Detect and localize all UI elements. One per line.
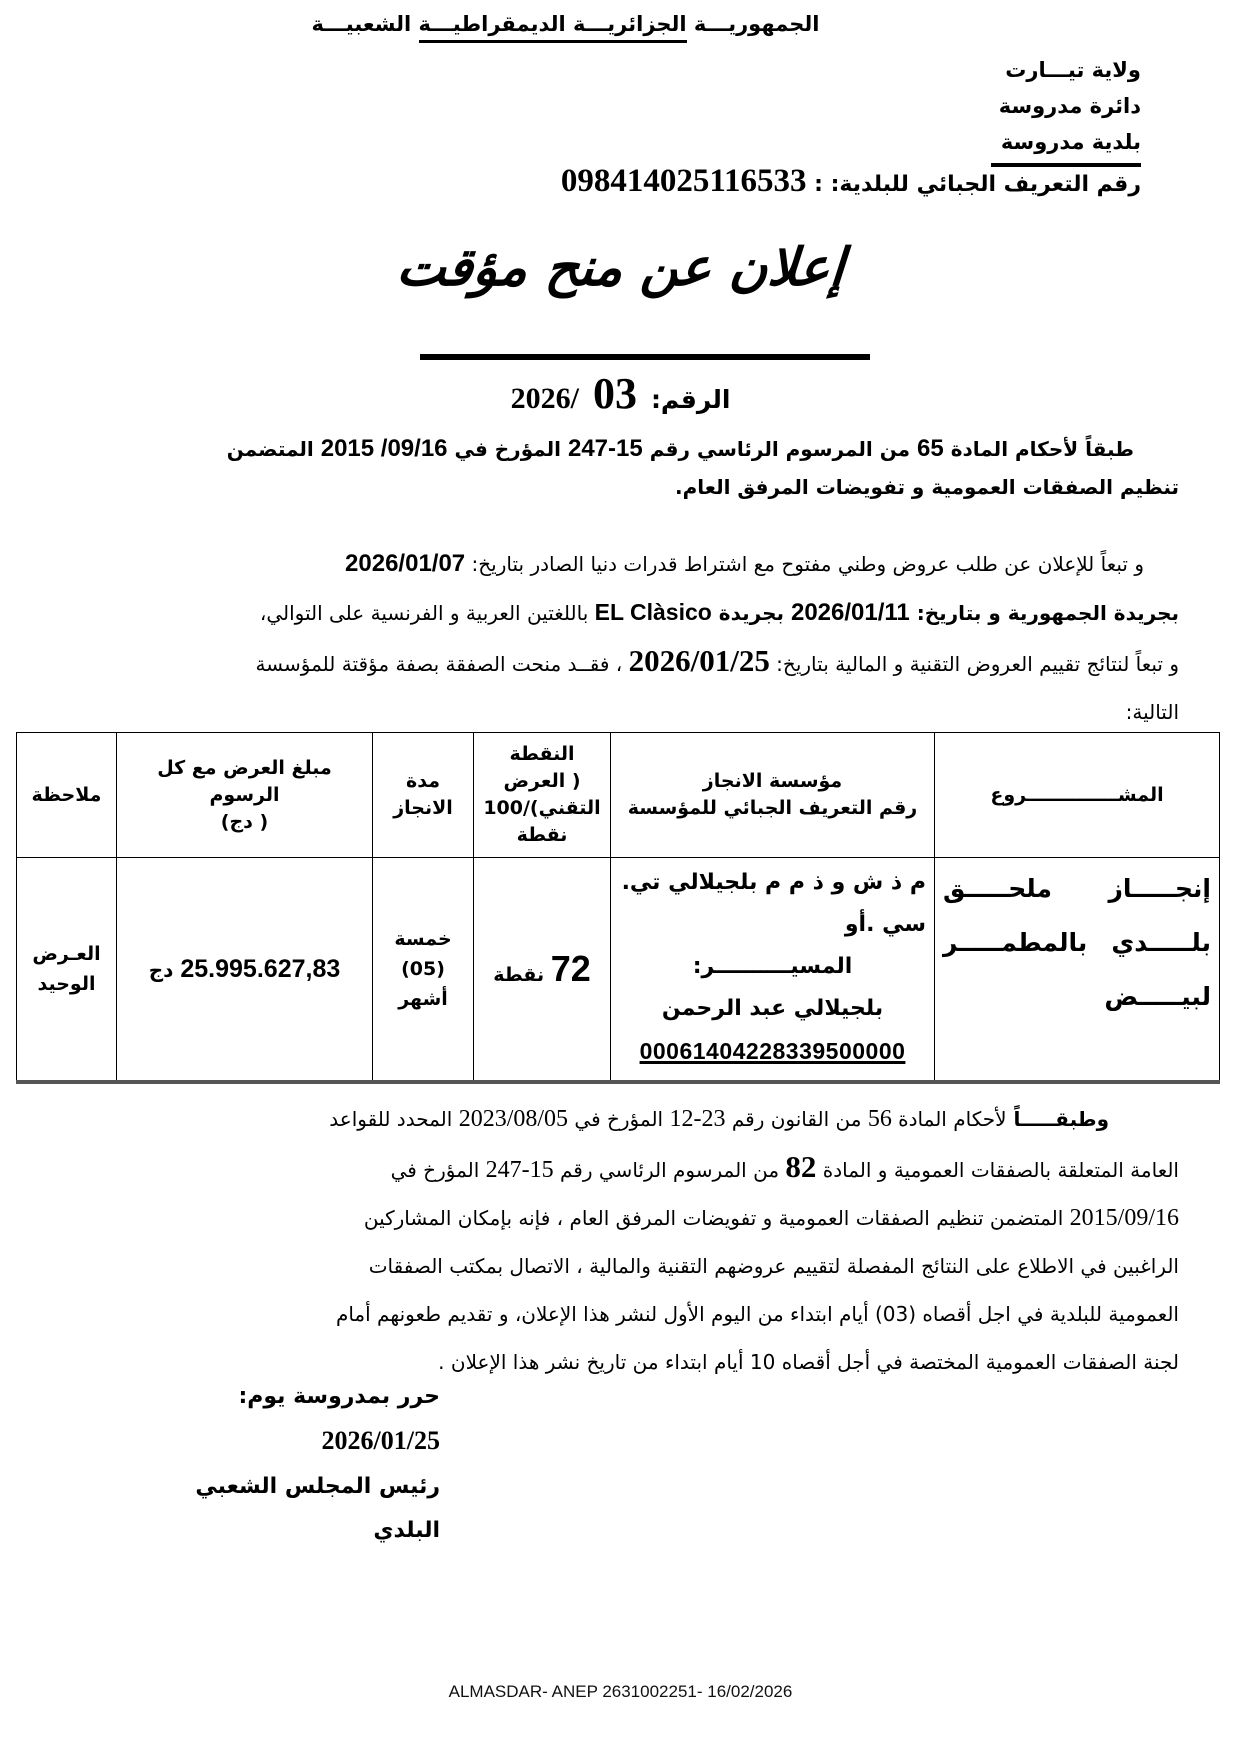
text-line bbox=[70, 1242, 1179, 1290]
text-run: طبقاً لأحكام المادة bbox=[943, 437, 1134, 461]
text-run: لبيـــــض bbox=[1104, 982, 1211, 1011]
text-line bbox=[0, 12, 1131, 36]
cell-score bbox=[474, 858, 611, 1083]
text-run: المؤرخ في bbox=[390, 1158, 486, 1182]
text-run: بجريدة الجمهورية و بتاريخ: bbox=[909, 601, 1179, 625]
text-line bbox=[85, 637, 1179, 688]
text-run: ولاية تيـــارت bbox=[1005, 58, 1141, 82]
text-line bbox=[70, 1290, 1179, 1338]
text-run: 15-247 bbox=[485, 1157, 554, 1183]
text-run: أشهر bbox=[398, 988, 448, 1010]
text-line bbox=[943, 862, 1211, 916]
republic-title bbox=[0, 12, 1131, 36]
text-run: ، فقــد منحت الصفقة بصفة مؤقتة للمؤسسة bbox=[255, 652, 629, 676]
text-line bbox=[85, 540, 1179, 588]
text-line bbox=[619, 768, 926, 795]
text-run: 82 bbox=[785, 1149, 817, 1184]
text-run: 2026/01/07 bbox=[345, 550, 466, 577]
text-line bbox=[619, 1030, 926, 1074]
text-line bbox=[381, 924, 465, 954]
text-run: الجزائريـــة الديمقراطيـــة bbox=[419, 12, 687, 43]
text-line bbox=[70, 1194, 1179, 1242]
col-header-note bbox=[17, 733, 117, 858]
text-run: من المرسوم الرئاسي رقم bbox=[553, 1158, 786, 1182]
text-run: المحدد للقواعد bbox=[329, 1107, 459, 1131]
text-run: 2015/09/16 bbox=[1069, 1205, 1179, 1231]
text-line bbox=[381, 795, 465, 822]
text-run: ملاحظة bbox=[31, 783, 102, 806]
text-run: من المرسوم الرئاسي رقم bbox=[642, 437, 918, 461]
text-line bbox=[125, 809, 364, 836]
award-table bbox=[16, 732, 1220, 1084]
announcement-number bbox=[0, 368, 1241, 419]
col-header-score bbox=[474, 733, 611, 858]
text-run: نقطة bbox=[493, 964, 551, 986]
text-run: الانجاز bbox=[393, 797, 453, 819]
table-header-row bbox=[17, 733, 1220, 858]
text-line bbox=[85, 430, 1179, 468]
text-run: بلجيلالي عبد الرحمن bbox=[661, 996, 884, 1021]
text-run: ( العرض bbox=[503, 770, 581, 792]
cell-project bbox=[935, 858, 1220, 1083]
text-run: EL Clàsico bbox=[594, 599, 712, 625]
wilaya-daira-commune-lines bbox=[991, 52, 1141, 160]
announcement-title: إعلان عن منح مؤقت bbox=[394, 238, 847, 298]
text-run: لأحكام المادة bbox=[891, 1107, 1007, 1131]
text-line bbox=[991, 124, 1141, 160]
number-value: 03 bbox=[592, 369, 637, 418]
text-run: الوحيد bbox=[37, 973, 96, 995]
text-line bbox=[619, 904, 926, 946]
text-run: (05) bbox=[401, 958, 445, 980]
text-run: النقطة bbox=[509, 743, 575, 765]
text-line bbox=[25, 939, 108, 969]
text-line bbox=[943, 916, 1211, 970]
text-run: و تبعاً للإعلان عن طلب عروض وطني مفتوح مع اشتراط قدرات دنيا الصادر بتاريخ: bbox=[465, 552, 1144, 576]
text-line bbox=[482, 822, 602, 849]
text-run: تنظيم الصفقات العمومية و تفويضات المرفق العام. bbox=[675, 475, 1179, 499]
text-run: 2026/01/11 bbox=[790, 599, 910, 626]
text-run: المتضمن bbox=[226, 437, 321, 461]
text-run: رئيس المجلس الشعبي البلدي bbox=[195, 1474, 440, 1543]
text-run: 098414025116533 bbox=[560, 163, 807, 199]
text-run: المشــــــــــــــروع bbox=[990, 783, 1164, 806]
text-run: من القانون رقم bbox=[725, 1107, 868, 1131]
text-run: العامة المتعلقة بالصفقات العمومية و المادة bbox=[816, 1158, 1179, 1182]
text-run: دج bbox=[148, 957, 181, 982]
text-line bbox=[381, 984, 465, 1014]
text-run: رقم التعريف الجبائي للبلدية: : bbox=[806, 172, 1141, 197]
text-run: الشعبيـــة bbox=[311, 12, 419, 36]
text-run: 2023/08/05 bbox=[458, 1106, 569, 1132]
text-run: رقم التعريف الجبائي للمؤسسة bbox=[627, 797, 918, 819]
text-run: خمسة bbox=[394, 928, 452, 950]
text-run: مؤسسة الانجاز bbox=[702, 770, 843, 792]
text-run: بجريدة bbox=[711, 601, 791, 625]
paragraph-appeals bbox=[70, 1095, 1179, 1386]
text-line bbox=[619, 795, 926, 822]
text-run: باللغتين العربية و الفرنسية على التوالي، bbox=[259, 601, 595, 625]
award-table-wrapper bbox=[16, 732, 1220, 1084]
cell-duration bbox=[373, 858, 474, 1083]
cell-amount bbox=[117, 858, 373, 1083]
number-label: الرقم: bbox=[650, 385, 731, 414]
administrative-block bbox=[991, 52, 1141, 167]
number-year: 2026/ bbox=[510, 382, 579, 415]
text-run: التالية: bbox=[1125, 700, 1179, 724]
table-row bbox=[17, 858, 1220, 1083]
text-run: دائرة مدروسة bbox=[998, 94, 1141, 118]
text-run: العمومية للبلدية في اجل أقصاه (03) أيام ابتداء من اليوم الأول لنشر هذا الإعلان، و تقديم طعونهم أمام bbox=[335, 1302, 1179, 1326]
text-run: سي .أو bbox=[844, 912, 926, 937]
text-line bbox=[619, 862, 926, 904]
text-run: 56 bbox=[867, 1106, 892, 1132]
text-line bbox=[85, 688, 1179, 736]
text-line bbox=[482, 948, 602, 990]
text-run: ( دج) bbox=[220, 810, 269, 833]
text-run: مبلغ العرض مع كل الرسوم bbox=[157, 756, 332, 806]
text-line bbox=[125, 955, 364, 984]
text-line bbox=[140, 1465, 440, 1553]
text-line bbox=[619, 946, 926, 988]
text-run: 00061404228339500000 bbox=[639, 1038, 906, 1064]
text-run: حرر بمدروسة يوم: bbox=[238, 1384, 440, 1409]
text-line bbox=[70, 1095, 1179, 1143]
col-header-company bbox=[611, 733, 935, 858]
text-run: لجنة الصفقات العمومية المختصة في أجل أقصاه 10 أيام ابتداء من تاريخ نشر هذا الإعلان . bbox=[438, 1350, 1179, 1374]
cell-note bbox=[17, 858, 117, 1083]
col-header-duration bbox=[373, 733, 474, 858]
footer-imprint: ALMASDAR- ANEP 2631002251- 16/02/2026 bbox=[448, 1682, 793, 1701]
text-run: المؤرخ في bbox=[447, 437, 568, 461]
text-run: وطبقـــــاً bbox=[1006, 1107, 1109, 1131]
text-line bbox=[482, 795, 602, 822]
text-line bbox=[125, 755, 364, 809]
col-header-project bbox=[935, 733, 1220, 858]
text-line bbox=[381, 954, 465, 984]
text-run: المؤرخ في bbox=[568, 1107, 670, 1131]
text-line bbox=[561, 160, 1141, 206]
text-line bbox=[991, 52, 1141, 88]
text-line bbox=[943, 970, 1211, 1024]
cell-company bbox=[611, 858, 935, 1083]
text-line bbox=[943, 782, 1211, 809]
text-line bbox=[619, 988, 926, 1030]
text-run: 15-247 bbox=[567, 435, 643, 462]
text-line bbox=[85, 468, 1179, 506]
text-run: 65 bbox=[917, 435, 944, 462]
text-run: 25.995.627,83 bbox=[180, 954, 341, 983]
paragraph-tender-history bbox=[85, 540, 1179, 736]
title-underline-rule bbox=[420, 354, 870, 360]
text-run: 2026/01/25 bbox=[628, 643, 770, 678]
signature-block bbox=[140, 1375, 440, 1553]
text-line bbox=[25, 969, 108, 999]
text-line bbox=[482, 741, 602, 768]
text-run: 23-12 bbox=[669, 1106, 726, 1132]
text-run: بلدية مدروسة bbox=[1000, 130, 1141, 154]
text-line bbox=[991, 88, 1141, 124]
text-line bbox=[140, 1375, 440, 1465]
municipal-tax-id-line bbox=[561, 160, 1141, 206]
text-line bbox=[85, 588, 1179, 637]
text-run: م ذ ش و ذ م م بلجيلالي تي. bbox=[621, 870, 926, 895]
text-line bbox=[25, 782, 108, 809]
text-line bbox=[70, 1143, 1179, 1194]
text-run: المسيــــــــــر: bbox=[692, 954, 853, 979]
text-run: مدة bbox=[406, 770, 440, 792]
text-run: التقني)/100 bbox=[483, 797, 601, 819]
text-line bbox=[482, 768, 602, 795]
paragraph-legal-basis bbox=[85, 430, 1179, 506]
col-header-amount bbox=[117, 733, 373, 858]
text-run: 72 bbox=[550, 948, 591, 989]
text-run: الراغبين في الاطلاع على النتائج المفصلة لتقييم عروضهم التقنية والمالية ، الاتصال بمكتب الصفقات bbox=[368, 1254, 1179, 1278]
text-run: نقطة bbox=[516, 824, 568, 846]
text-run: بلـــــدي بالمطمـــــر bbox=[943, 928, 1211, 957]
text-run: الجمهوريـــة bbox=[686, 12, 820, 36]
text-line bbox=[381, 768, 465, 795]
text-run: 2026/01/25 bbox=[321, 1426, 440, 1455]
text-run: إنجـــــاز ملحـــــق bbox=[943, 874, 1211, 903]
text-run: العـرض bbox=[32, 943, 101, 965]
text-run: المتضمن تنظيم الصفقات العمومية و تفويضات المرفق العام ، فإنه بإمكان المشاركين bbox=[363, 1206, 1070, 1230]
text-run: و تبعاً لنتائج تقييم العروض التقنية و المالية بتاريخ: bbox=[769, 652, 1179, 676]
text-run: 09/16/ 2015 bbox=[320, 435, 448, 462]
